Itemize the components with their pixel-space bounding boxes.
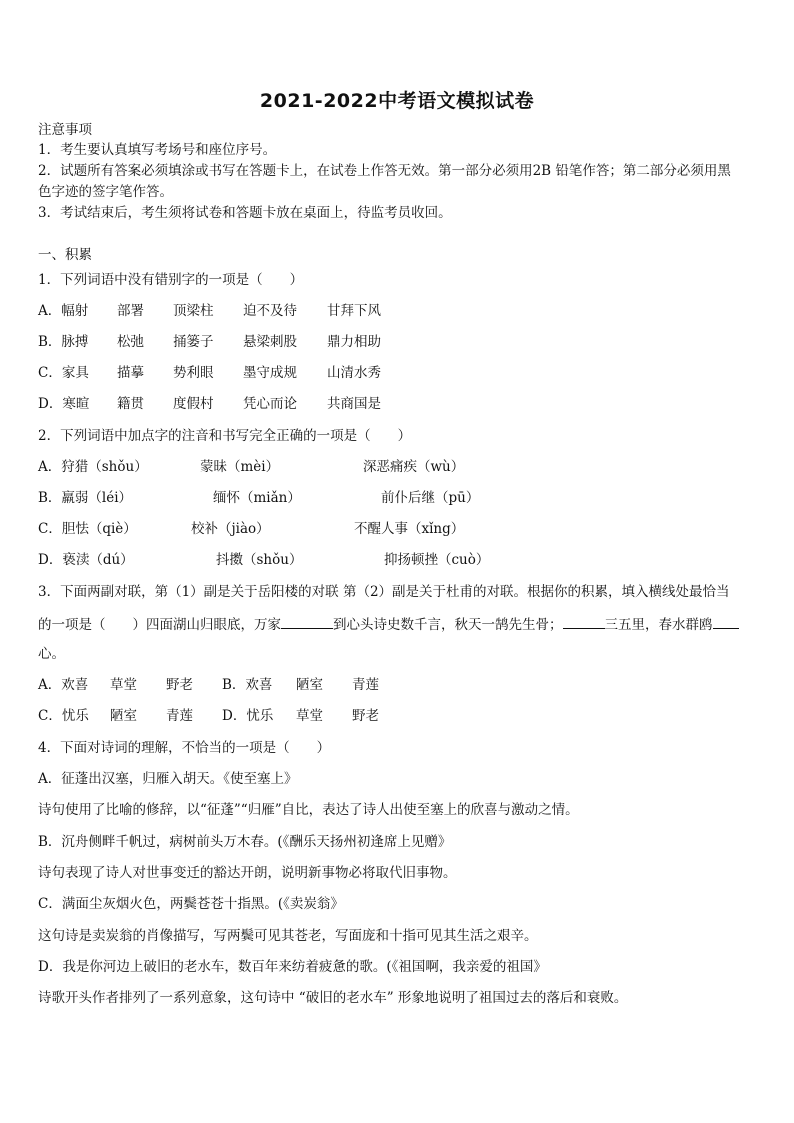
question-line: 这句诗是卖炭翁的肖像描写，写两鬓可见其苍老，写面庞和十指可见其生活之艰辛。 [38,928,538,944]
page-title: 2021-2022中考语文模拟试卷 [259,90,535,112]
notice-item: 色字迹的签字笔作答。 [38,184,173,200]
notice-item: 1．考生要认真填写考场号和座位序号。 [38,142,277,158]
option-row: C．胆怯（qiè） 校补（jiào） 不醒人事（xǐng） [38,521,465,537]
question-stem: 4．下面对诗词的理解，不恰当的一项是（ ） [38,740,331,756]
option-row: C．家具 描摹 势利眼 墨守成规 山清水秀 [38,365,381,381]
section-heading: 一、积累 [38,247,92,263]
answer-blank [281,614,333,629]
option-row: D．寒暄 籍贯 度假村 凭心而论 共商国是 [38,396,381,412]
option-row: B．羸弱（léi） 缅怀（miǎn） 前仆后继（pū） [38,490,480,506]
answer-blank [563,614,605,629]
question-line: 诗歌开头作者排列了一系列意象，这句诗中 “破旧的老水车” 形象地说明了祖国过去的落后和衰败。 [38,990,628,1006]
option-row: A．狩猎（shǒu） 蒙昧（mèi） 深恶痛疾（wù） [38,459,465,475]
question-line: B．沉舟侧畔千帆过，病树前头万木春。(《酬乐天扬州初逢席上见赠》 [38,834,452,850]
option-row: A．欢喜 草堂 野老 B．欢喜 陋室 青莲 [38,677,379,693]
notice-item: 3．考试结束后，考生须将试卷和答题卡放在桌面上，待监考员收回。 [38,205,452,221]
question-line: 心。 [38,646,65,662]
question-stem: 2．下列词语中加点字的注音和书写完全正确的一项是（ ） [38,428,412,444]
notice-item: 2．试题所有答案必须填涂或书写在答题卡上，在试卷上作答无效。第一部分必须用2B 铅笔作答；第二部分必须用黑 [38,163,731,179]
question-stem: 3．下面两副对联，第（1）副是关于岳阳楼的对联 第（2）副是关于杜甫的对联。根据你的积累，填入横线处最恰当 [38,584,730,600]
option-row: D．亵渎（dú） 抖擞（shǒu） 抑扬顿挫（cuò） [38,552,490,568]
option-row: B．脉搏 松弛 捅篓子 悬梁刺股 鼎力相助 [38,334,381,350]
notice-heading: 注意事项 [38,122,92,138]
option-row: A．幅射 部署 顶梁柱 迫不及待 甘拜下风 [38,303,381,319]
question-line: 诗句使用了比喻的修辞，以“征蓬”“归雁”自比，表达了诗人出使至塞上的欣喜与激动之情。 [38,802,579,818]
question-line: C．满面尘灰烟火色，两鬓苍苍十指黑。(《卖炭翁》 [38,896,344,912]
question-line: A．征蓬出汉塞，归雁入胡天。《使至塞上》 [38,771,298,787]
question-line: D．我是你河边上破旧的老水车，数百年来纺着疲惫的歌。(《祖国啊，我亲爱的祖国》 [38,959,547,975]
question-stem: 1．下列词语中没有错别字的一项是（ ） [38,272,304,288]
answer-blank [713,614,739,629]
question-line: 诗句表现了诗人对世事变迁的豁达开朗，说明新事物必将取代旧事物。 [38,865,457,881]
question-line: 的一项是（ ）四面湖山归眼底，万家 到心头诗史数千言，秋天一鹄先生骨； 三五里，春水群鸥 [38,614,758,634]
option-row: C．忧乐 陋室 青莲 D．忧乐 草堂 野老 [38,708,379,724]
